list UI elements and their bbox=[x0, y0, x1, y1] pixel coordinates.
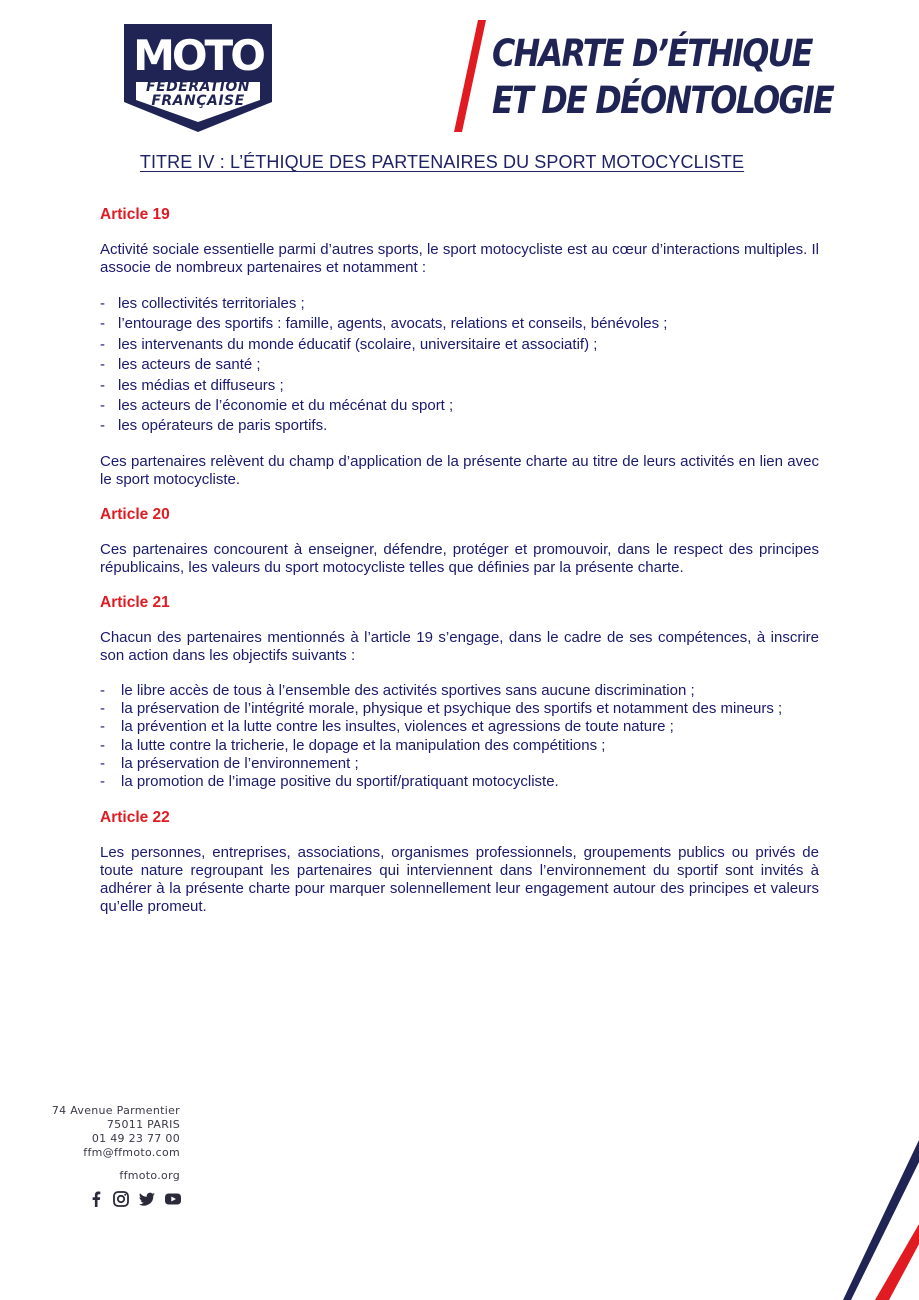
list-item: - les opérateurs de paris sportifs. bbox=[100, 416, 819, 436]
youtube-icon[interactable] bbox=[164, 1190, 182, 1213]
list-item: - la préservation de l’intégrité morale, physique et psychique des sportifs et notamment des mineurs ; bbox=[100, 700, 819, 718]
charter-line1: CHARTE D’ÉTHIQUE bbox=[492, 32, 812, 75]
article-22-intro: Les personnes, entreprises, associations, organismes professionnels, groupements publics ou privés de toute nature regroupant les partenaires qui interviennent dans l’environnement du sportif sont invités à adhérer à la présente charte pour marquer solennellement leur engagement autour des principes et valeurs qu’elle promeut. bbox=[100, 843, 819, 915]
article-20-intro: Ces partenaires concourent à enseigner, défendre, protéger et promouvoir, dans le respect des principes républicains, les valeurs du sport motocycliste telles que définies par la présente charte. bbox=[100, 540, 819, 576]
article-21-heading: Article 21 bbox=[100, 593, 170, 611]
list-item: - les collectivités territoriales ; bbox=[100, 294, 819, 314]
article-19-list bbox=[100, 294, 819, 437]
list-item: - les médias et diffuseurs ; bbox=[100, 376, 819, 396]
list-item: - les intervenants du monde éducatif (scolaire, universitaire et associatif) ; bbox=[100, 335, 819, 355]
list-item: - la prévention et la lutte contre les insultes, violences et agressions de toute nature ; bbox=[100, 718, 819, 736]
list-item: - la lutte contre la tricherie, le dopage et la manipulation des compétitions ; bbox=[100, 737, 819, 755]
facebook-icon[interactable] bbox=[88, 1190, 104, 1213]
article-20-heading: Article 20 bbox=[100, 505, 170, 523]
charter-title bbox=[492, 30, 833, 124]
logo-word: MOTO bbox=[133, 31, 263, 80]
footer-address-line2: 75011 PARIS bbox=[106, 1118, 180, 1131]
article-19-intro: Activité sociale essentielle parmi d’autres sports, le sport motocycliste est au cœur d’interactions multiples. Il associe de nombreux partenaires et notamment : bbox=[100, 241, 819, 276]
list-item: - la préservation de l’environnement ; bbox=[100, 755, 819, 773]
list-item: - les acteurs de santé ; bbox=[100, 355, 819, 375]
list-item: - le libre accès de tous à l’ensemble des activités sportives sans aucune discrimination ; bbox=[100, 682, 819, 700]
instagram-icon[interactable] bbox=[112, 1190, 130, 1213]
logo-sub-line1: FÉDÉRATION bbox=[146, 79, 250, 95]
footer-address-line1: 74 Avenue Parmentier bbox=[51, 1104, 180, 1117]
footer-contact bbox=[52, 1104, 180, 1183]
ffm-logo bbox=[120, 22, 276, 134]
list-item: - l’entourage des sportifs : famille, agents, avocats, relations et conseils, bénévoles ; bbox=[100, 314, 819, 334]
article-19-heading: Article 19 bbox=[100, 206, 170, 223]
red-slash-icon bbox=[452, 18, 486, 134]
footer-email[interactable]: ffm@ffmoto.com bbox=[83, 1146, 180, 1159]
list-item: - les acteurs de l’économie et du mécénat du sport ; bbox=[100, 396, 819, 416]
article-21-intro: Chacun des partenaires mentionnés à l’article 19 s’engage, dans le cadre de ses compétences, à inscrire son action dans les objectifs suivants : bbox=[100, 628, 819, 664]
tricolor-stripes-icon bbox=[839, 1140, 919, 1300]
charter-line2: ET DE DÉONTOLOGIE bbox=[492, 79, 833, 122]
article-21-list bbox=[100, 682, 819, 792]
logo-sub-line2: FRANÇAISE bbox=[151, 93, 245, 109]
ffm-logo-shield-icon bbox=[120, 22, 276, 134]
page-title: TITRE IV : L’ÉTHIQUE DES PARTENAIRES DU SPORT MOTOCYCLISTE bbox=[139, 152, 745, 172]
twitter-icon[interactable] bbox=[138, 1190, 156, 1213]
social-links bbox=[88, 1190, 182, 1213]
article-22-heading: Article 22 bbox=[100, 808, 170, 826]
article-19-outro: Ces partenaires relèvent du champ d’application de la présente charte au titre de leurs activités en lien avec le sport motocycliste. bbox=[100, 452, 819, 488]
list-item: - la promotion de l’image positive du sportif/pratiquant motocycliste. bbox=[100, 773, 819, 791]
footer-website[interactable]: ffmoto.org bbox=[119, 1169, 180, 1182]
footer-phone: 01 49 23 77 00 bbox=[91, 1132, 180, 1145]
document-body bbox=[100, 206, 819, 916]
